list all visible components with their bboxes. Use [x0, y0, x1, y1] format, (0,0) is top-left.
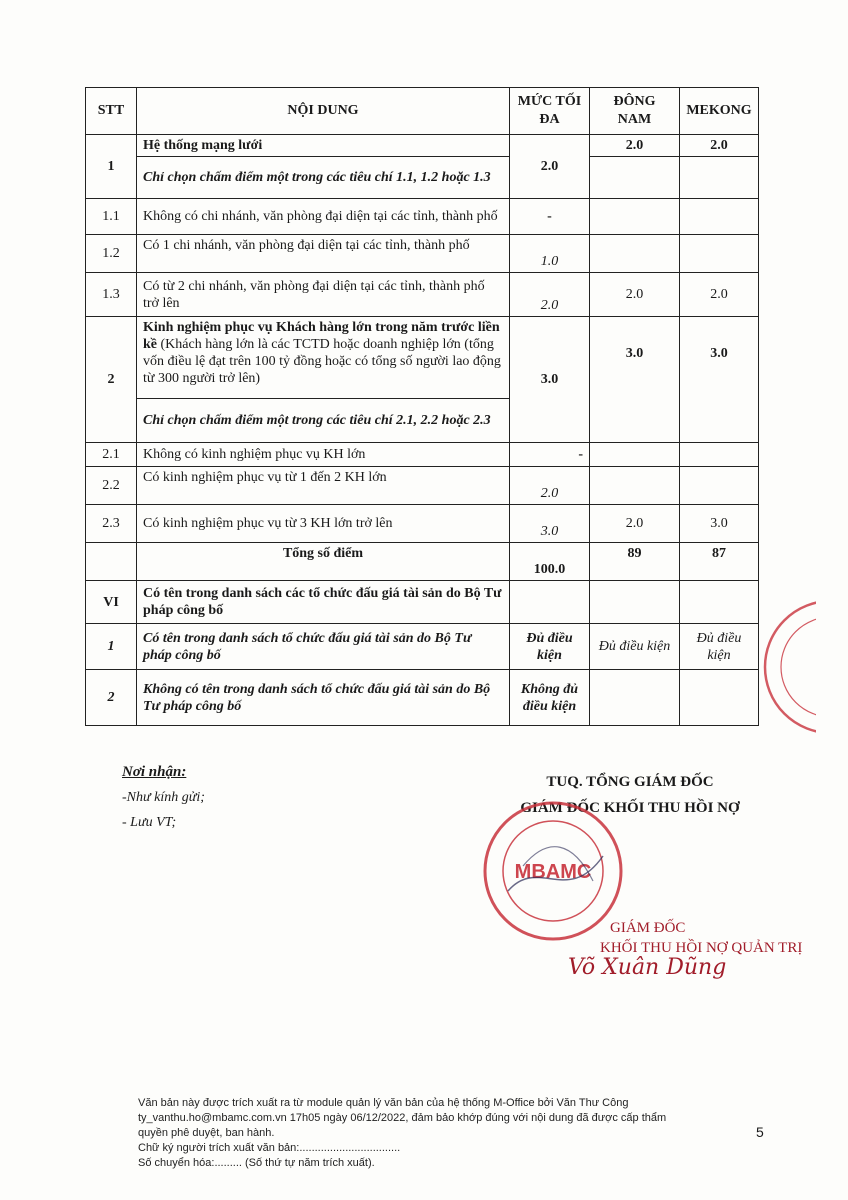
row-text: Có tên trong danh sách các tổ chức đấu giá tài sản do Bộ Tư pháp công bố [137, 581, 510, 624]
header-mekong: MEKONG [680, 88, 759, 135]
partial-seal-icon [756, 592, 816, 742]
row-mekong [680, 157, 759, 199]
total-row [86, 543, 759, 581]
signature-line1: TUQ. TỔNG GIÁM ĐỐC [546, 774, 714, 790]
total-mekong: 87 [680, 543, 759, 581]
header-stt: STT [86, 88, 137, 135]
signature-sub1: GIÁM ĐỐC [610, 920, 686, 936]
signature-line2: GIÁM ĐỐC KHỐI THU HỒI NỢ [520, 800, 740, 816]
row-max: 1.0 [510, 235, 590, 273]
row-max: 2.0 [510, 467, 590, 505]
footer-line: quyền phê duyệt, ban hành. [138, 1127, 275, 1139]
row-mekong: 2.0 [680, 273, 759, 317]
table-row [86, 624, 759, 670]
row-text: Có kinh nghiệm phục vụ từ 3 KH lớn trở lên [137, 505, 510, 543]
table-row [86, 581, 759, 624]
row-dongnam: 3.0 [590, 317, 680, 443]
row-mekong [680, 581, 759, 624]
footer-line: ty_vanthu.ho@mbamc.com.vn 17h05 ngày 06/12/2022, đảm bảo khớp đúng với nội dung đã được cấp thẩm [138, 1112, 667, 1124]
row-text: Không có chi nhánh, văn phòng đại diện tại các tỉnh, thành phố [137, 199, 510, 235]
row-stt: 1 [86, 624, 137, 670]
row-title [137, 317, 510, 399]
row-stt: 2 [86, 317, 137, 443]
recipients-title: Nơi nhận: [122, 764, 187, 780]
row-max: 3.0 [510, 317, 590, 443]
row-mekong [680, 467, 759, 505]
row-mekong: 3.0 [680, 505, 759, 543]
row-mekong [680, 199, 759, 235]
signature-sub2: KHỐI THU HỒI NỢ QUẢN TRỊ [600, 940, 803, 956]
row-mekong: 3.0 [680, 317, 759, 443]
total-max: 100.0 [510, 543, 590, 581]
row-dongnam [590, 467, 680, 505]
row-max: 2.0 [510, 135, 590, 199]
row-max: - [510, 199, 590, 235]
row-note: Chỉ chọn chấm điểm một trong các tiêu chí 2.1, 2.2 hoặc 2.3 [137, 399, 510, 443]
evaluation-table [85, 87, 759, 726]
table-row [86, 467, 759, 505]
row-max: 2.0 [510, 273, 590, 317]
table-row [86, 135, 759, 157]
header-max: MỨC TỐI ĐA [510, 88, 590, 135]
row-stt [86, 543, 137, 581]
recipient-item: -Như kính gửi; [122, 790, 205, 805]
row-dongnam [590, 581, 680, 624]
row-stt: 2.3 [86, 505, 137, 543]
row-stt: 2.2 [86, 467, 137, 505]
row-stt: 1 [86, 135, 137, 199]
row-dongnam [590, 199, 680, 235]
row-mekong [680, 670, 759, 726]
table-row [86, 505, 759, 543]
row-dongnam [590, 235, 680, 273]
row-max: 3.0 [510, 505, 590, 543]
row-note: Chỉ chọn chấm điểm một trong các tiêu chí 1.1, 1.2 hoặc 1.3 [137, 157, 510, 199]
row-dongnam: 2.0 [590, 135, 680, 157]
table-row [86, 199, 759, 235]
row-stt: 2.1 [86, 443, 137, 467]
row-dongnam: 2.0 [590, 273, 680, 317]
table-row [86, 235, 759, 273]
row-mekong: 2.0 [680, 135, 759, 157]
row-dongnam [590, 443, 680, 467]
row-dongnam: 2.0 [590, 505, 680, 543]
table-row [86, 273, 759, 317]
row-title-bold: Kinh nghiệm phục vụ Khách hàng lớn trong năm trước liền kề [143, 320, 500, 352]
row-stt: 1.1 [86, 199, 137, 235]
table-row [86, 443, 759, 467]
row-stt: 1.3 [86, 273, 137, 317]
company-seal-icon [478, 796, 628, 946]
row-text: Có từ 2 chi nhánh, văn phòng đại diện tại các tỉnh, thành phố trở lên [137, 273, 510, 317]
seal-text: MBAMC [514, 861, 592, 883]
row-dongnam: Đủ điều kiện [590, 624, 680, 670]
row-text: Không có kinh nghiệm phục vụ KH lớn [137, 443, 510, 467]
header-row [86, 88, 759, 135]
total-dongnam: 89 [590, 543, 680, 581]
row-max: Không đủ điều kiện [510, 670, 590, 726]
row-mekong [680, 235, 759, 273]
page-number: 5 [756, 1124, 764, 1140]
footer-line: Số chuyển hóa:......... (Số thứ tự năm trích xuất). [138, 1157, 375, 1169]
row-text: Có tên trong danh sách tổ chức đấu giá tài sản do Bộ Tư pháp công bố [137, 624, 510, 670]
header-content: NỘI DUNG [137, 88, 510, 135]
signature-sub [600, 918, 803, 958]
row-dongnam [590, 670, 680, 726]
row-max: - [510, 443, 590, 467]
row-stt: VI [86, 581, 137, 624]
row-dongnam [590, 157, 680, 199]
table-row [86, 157, 759, 199]
row-desc: (Khách hàng lớn là các TCTD hoặc doanh nghiệp lớn (tổng vốn điều lệ đạt trên 100 tỷ đồng hoặc có tổng số người lao động từ 300 người trở lên) [143, 337, 501, 386]
recipient-item: - Lưu VT; [122, 815, 177, 830]
total-label: Tổng số điểm [137, 543, 510, 581]
signer-name: Võ Xuân Dũng [568, 955, 727, 980]
row-text: Không có tên trong danh sách tổ chức đấu giá tài sản do Bộ Tư pháp công bố [137, 670, 510, 726]
row-mekong [680, 443, 759, 467]
row-stt: 1.2 [86, 235, 137, 273]
row-text: Có 1 chi nhánh, văn phòng đại diện tại các tỉnh, thành phố [137, 235, 510, 273]
footer-line: Chữ ký người trích xuất văn bản:................................. [138, 1142, 401, 1154]
table-row [86, 670, 759, 726]
header-dongnam: ĐÔNG NAM [590, 88, 680, 135]
table-row [86, 317, 759, 399]
row-title: Hệ thống mạng lưới [137, 135, 510, 157]
row-max: Đủ điều kiện [510, 624, 590, 670]
footer-note [138, 1096, 678, 1171]
row-mekong: Đủ điều kiện [680, 624, 759, 670]
footer-line: Văn bản này được trích xuất ra từ module quản lý văn bản của hệ thống M-Office bởi Văn Thư Công [138, 1097, 629, 1109]
row-max [510, 581, 590, 624]
row-text: Có kinh nghiệm phục vụ từ 1 đến 2 KH lớn [137, 467, 510, 505]
row-stt: 2 [86, 670, 137, 726]
recipients [122, 764, 205, 840]
